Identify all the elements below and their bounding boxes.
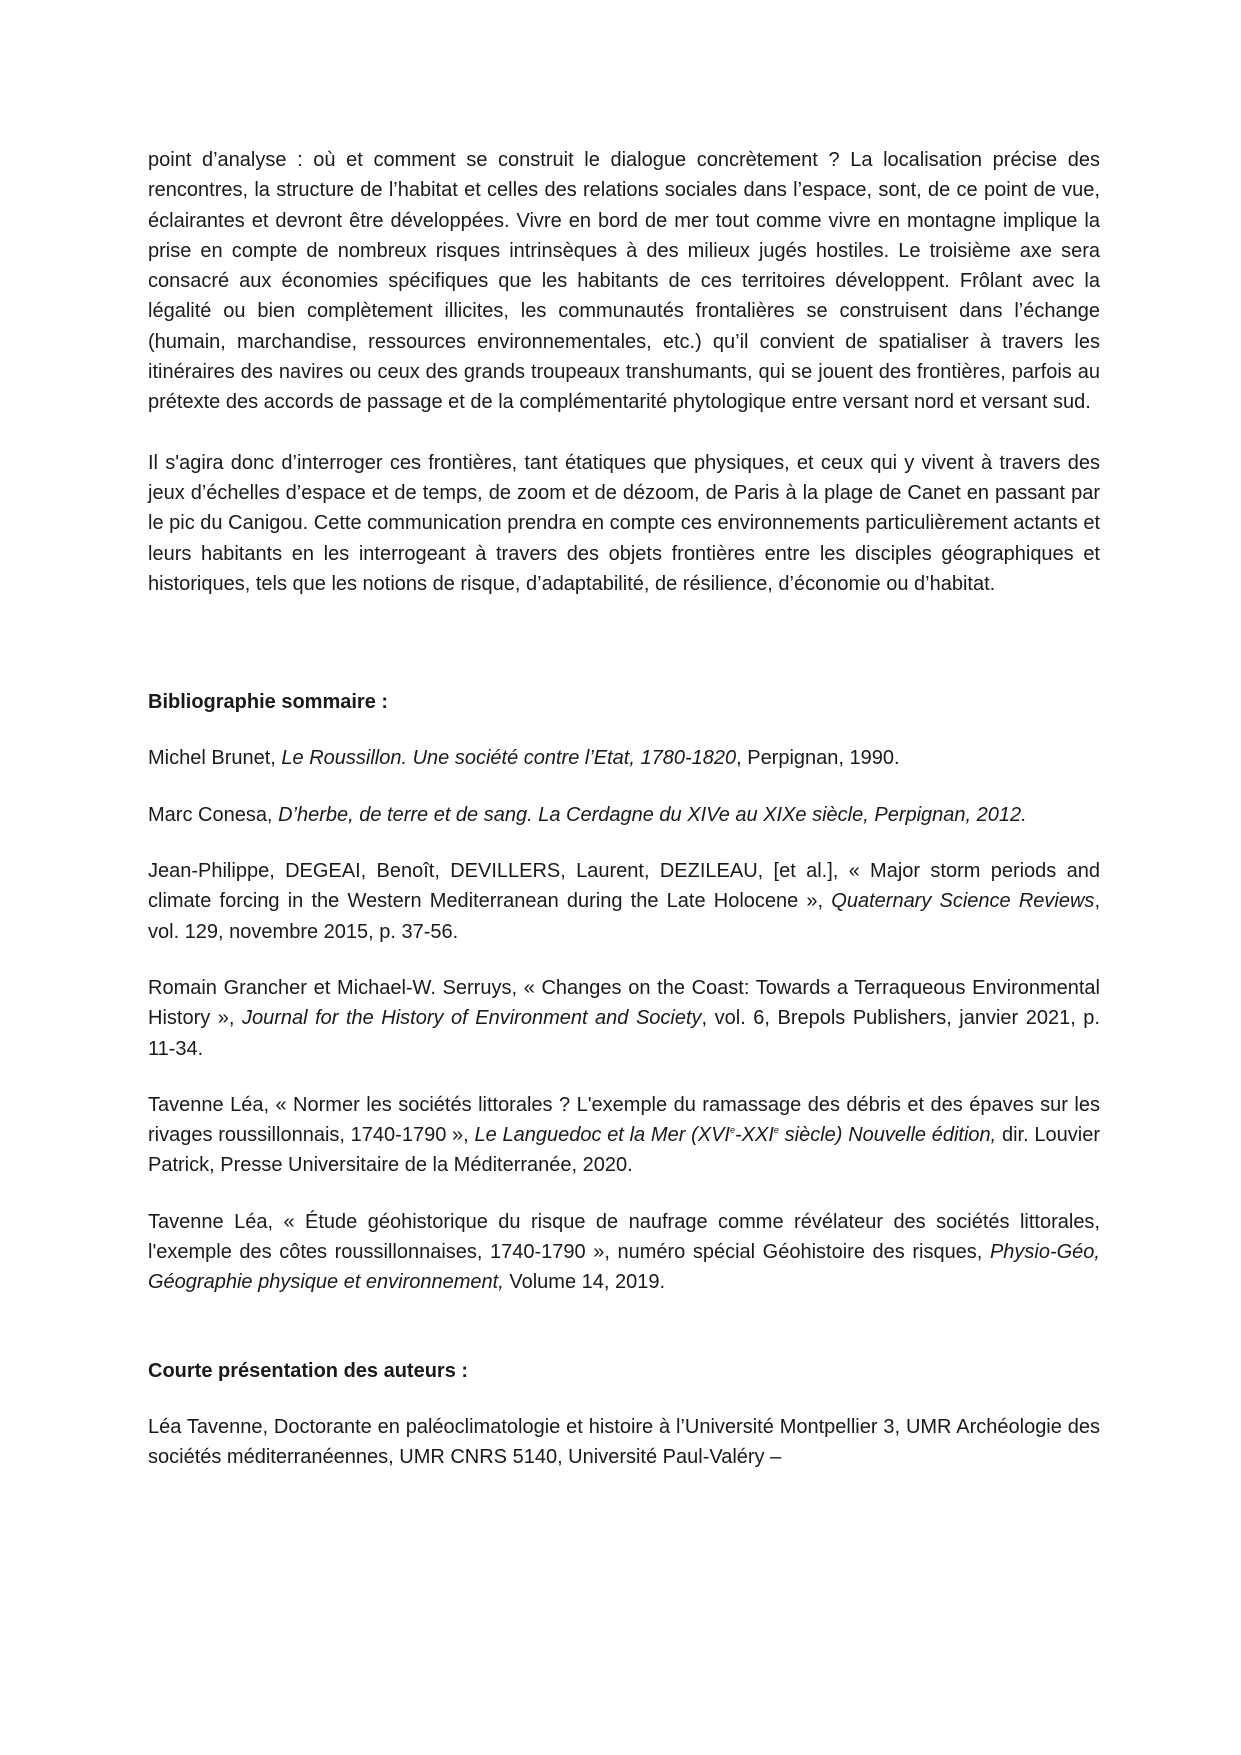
bibliography-heading: Bibliographie sommaire : [148,691,389,714]
publication-title: Le Roussillon. Une société contre l’Etat, 1780-1820 [281,747,737,770]
bibliography-entry: Jean-Philippe, DEGEAI, Benoît, DEVILLERS, Laurent, DEZILEAU, [et al.], « Major storm periods and climate forcing in the Western Mediterranean during the Late Holocene », Quaternary Science Reviews, vol. 129, novembre 2015, p. 37-56. [148,860,1100,943]
section-spacer [148,1324,1100,1356]
section-spacer [148,717,1100,743]
bibliography-entry: Romain Grancher et Michael-W. Serruys, « Changes on the Coast: Towards a Terraqueous Environmental History », Journal for the History of Environment and Society, vol. 6, Brepols Publishers, janvier 2021, p. 11-34. [148,976,1100,1060]
publication-title: Le Languedoc et la Mer (XVIe-XXIe siècle) Nouvelle édition, [474,1124,997,1147]
authors-heading: Courte présentation des auteurs : [148,1359,469,1382]
body-paragraph: point d’analyse : où et comment se construit le dialogue concrètement ? La localisation précise des rencontres, la structure de l’habitat et celles des relations sociales dans l’espace, sont, de ce point de vue, éclairantes et devront être développées. Vivre en bord de mer tout comme vivre en montagne implique la prise en compte de nombreux risques intrinsèques à des milieux jugés hostiles. Le troisième axe sera consacré aux économies spécifiques que les habitants de ces territoires développent. Frôlant avec la légalité ou bien complètement illicites, les communautés frontalières se construisent dans l’échange (humain, marchandise, ressources environnementales, etc.) qu’il convient de spatialiser à travers les itinéraires des navires ou ceux des grands troupeaux transhumants, qui se jouent des frontières, parfois au prétexte des accords de passage et de la complémentarité phytologique entre versant nord et versant sud. [148,149,1100,414]
publication-title: Journal for the History of Environment and Society [241,1007,702,1030]
bibliography-entry: Tavenne Léa, « Étude géohistorique du risque de naufrage comme révélateur des sociétés littorales, l'exemple des côtes roussillonnaises, 1740-1790 », numéro spécial Géohistoire des risques, Physio-Géo, Géographie physique et environnement, Volume 14, 2019. [148,1210,1100,1294]
bibliography-entry: Michel Brunet, Le Roussillon. Une société contre l’Etat, 1780-1820, Perpignan, 1990. [148,747,900,770]
bibliography-list [148,743,1100,1297]
publication-title: Physio-Géo, Géographie physique et environnement, [148,1241,1100,1294]
section-spacer [148,629,1100,687]
section-spacer [148,1386,1100,1412]
publication-title: D’herbe, de terre et de sang. La Cerdagne du XIVe au XIXe siècle, Perpignan, 2012. [278,803,1027,826]
authors-paragraph: Léa Tavenne, Doctorante en paléoclimatologie et histoire à l’Université Montpellier 3, UMR Archéologie des sociétés méditerranéennes, UMR CNRS 5140, Université Paul-Valéry – [148,1415,1100,1469]
bibliography-entry: Tavenne Léa, « Normer les sociétés littorales ? L'exemple du ramassage des débris et des épaves sur les rivages roussillonnais, 1740-1790 », Le Languedoc et la Mer (XVIe-XXIe siècle) Nouvelle édition, dir. Louvier Patrick, Presse Universitaire de la Méditerranée, 2020. [148,1093,1100,1177]
publication-title: Quaternary Science Reviews [831,890,1095,913]
document-page [148,145,1100,1473]
body-paragraph: Il s'agira donc d’interroger ces frontières, tant étatiques que physiques, et ceux qui y vivent à travers des jeux d’échelles d’espace et de temps, de zoom et de dézoom, de Paris à la plage de Canet en passant par le pic du Canigou. Cette communication prendra en compte ces environnements particulièrement actants et leurs habitants en les interrogeant à travers des objets frontières entre les disciples géographiques et historiques, tels que les notions de risque, d’adaptabilité, de résilience, d’économie ou d’habitat. [148,451,1100,595]
bibliography-entry: Marc Conesa, D’herbe, de terre et de sang. La Cerdagne du XIVe au XIXe siècle, Perpignan, 2012. [148,803,1027,826]
